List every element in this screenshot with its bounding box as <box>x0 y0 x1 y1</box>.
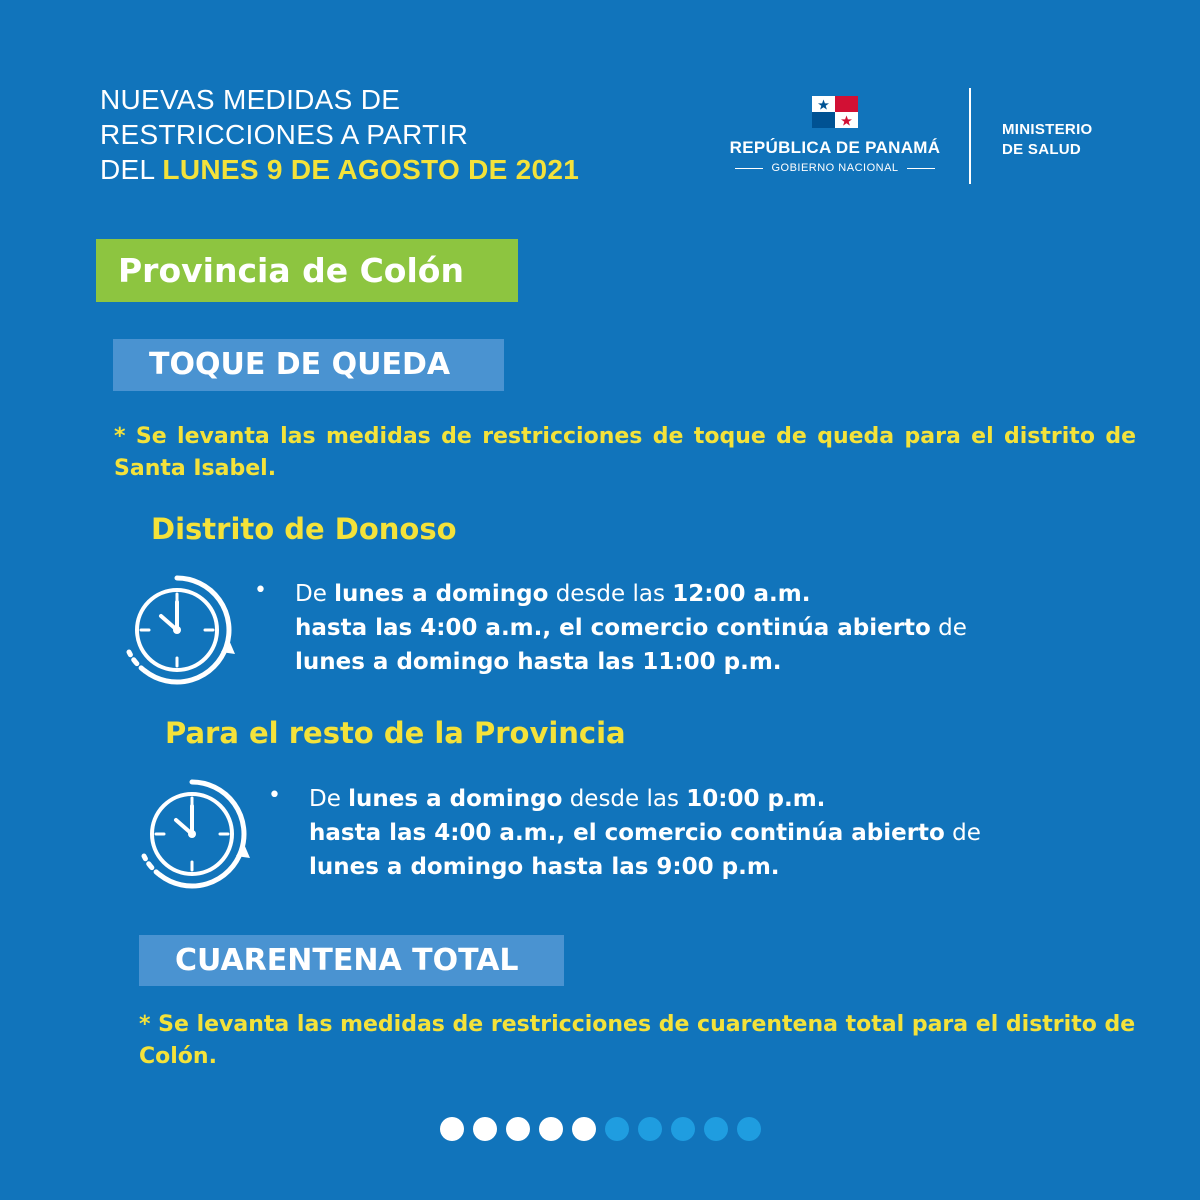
text-segment: de <box>930 615 967 641</box>
note-asterisk: * <box>114 424 126 449</box>
pagination-dot[interactable] <box>704 1117 728 1141</box>
pagination-dot[interactable] <box>572 1117 596 1141</box>
government-logo <box>715 96 955 174</box>
government-subtitle <box>715 162 955 174</box>
text-segment: desde las <box>562 786 687 812</box>
headline-prefix: DEL <box>100 154 163 185</box>
header-divider <box>969 88 971 184</box>
headline-line-1: NUEVAS MEDIDAS DE <box>100 84 401 115</box>
schedule-line <box>309 782 1109 816</box>
pagination-dot[interactable] <box>473 1117 497 1141</box>
text-segment-bold: lunes a domingo hasta las 9:00 p.m. <box>309 854 780 880</box>
curfew-note-text: Se levanta las medidas de restricciones de toque de queda para el distrito de Santa Isabel. <box>114 424 1136 481</box>
subtitle-rule-left <box>735 168 763 169</box>
headline-line-2: RESTRICCIONES A PARTIR <box>100 119 469 150</box>
bullet-2: • <box>268 783 281 808</box>
headline <box>100 82 660 187</box>
quarantine-note <box>139 1009 1139 1073</box>
rest-of-province-schedule <box>309 782 1109 884</box>
schedule-line <box>295 577 1095 611</box>
headline-line-3 <box>100 152 660 187</box>
pagination-dot[interactable] <box>440 1117 464 1141</box>
pagination-dot[interactable] <box>737 1117 761 1141</box>
pagination-dot[interactable] <box>671 1117 695 1141</box>
bullet-1: • <box>254 578 267 603</box>
clock-icon <box>115 568 239 692</box>
headline-date: LUNES 9 DE AGOSTO DE 2021 <box>162 154 580 185</box>
district-donoso-title: Distrito de Donoso <box>151 512 457 546</box>
text-segment: de <box>944 820 981 846</box>
schedule-line <box>295 611 1095 645</box>
clock-icon <box>130 772 254 896</box>
text-segment: desde las <box>548 581 673 607</box>
text-segment-bold: hasta las 4:00 a.m., el comercio continúa abierto <box>295 615 931 641</box>
pagination-dot[interactable] <box>605 1117 629 1141</box>
province-badge: Provincia de Colón <box>96 239 518 302</box>
text-segment-bold: hasta las 4:00 a.m., el comercio continúa abierto <box>309 820 945 846</box>
government-name: REPÚBLICA DE PANAMÁ <box>729 138 941 157</box>
quarantine-section-title: CUARENTENA TOTAL <box>139 935 564 986</box>
text-segment-bold: lunes a domingo <box>334 581 549 607</box>
text-segment-bold: lunes a domingo hasta las 11:00 p.m. <box>295 649 782 675</box>
pagination-dot[interactable] <box>506 1117 530 1141</box>
government-subtitle-text: GOBIERNO NACIONAL <box>771 162 899 174</box>
schedule-line <box>309 850 1109 884</box>
carousel-pagination <box>440 1117 761 1141</box>
ministry-line-2: DE SALUD <box>1002 141 1082 158</box>
text-segment-bold: lunes a domingo <box>348 786 563 812</box>
note-asterisk: * <box>139 1012 151 1037</box>
ministry-line-1: MINISTERIO <box>1002 121 1093 138</box>
pagination-dot[interactable] <box>539 1117 563 1141</box>
text-segment: De <box>309 786 349 812</box>
donoso-schedule <box>295 577 1095 679</box>
curfew-note <box>114 421 1136 485</box>
pagination-dot[interactable] <box>638 1117 662 1141</box>
schedule-line <box>309 816 1109 850</box>
panama-flag-icon <box>812 96 858 128</box>
ministry-label <box>1002 120 1093 160</box>
schedule-line <box>295 645 1095 679</box>
rest-of-province-title: Para el resto de la Provincia <box>165 716 626 750</box>
quarantine-note-text: Se levanta las medidas de restricciones de cuarentena total para el distrito de Colón. <box>139 1012 1136 1069</box>
curfew-section-title: TOQUE DE QUEDA <box>113 339 504 391</box>
subtitle-rule-right <box>907 168 935 169</box>
text-segment-bold: 10:00 p.m. <box>686 786 826 812</box>
text-segment: De <box>295 581 335 607</box>
text-segment-bold: 12:00 a.m. <box>672 581 811 607</box>
